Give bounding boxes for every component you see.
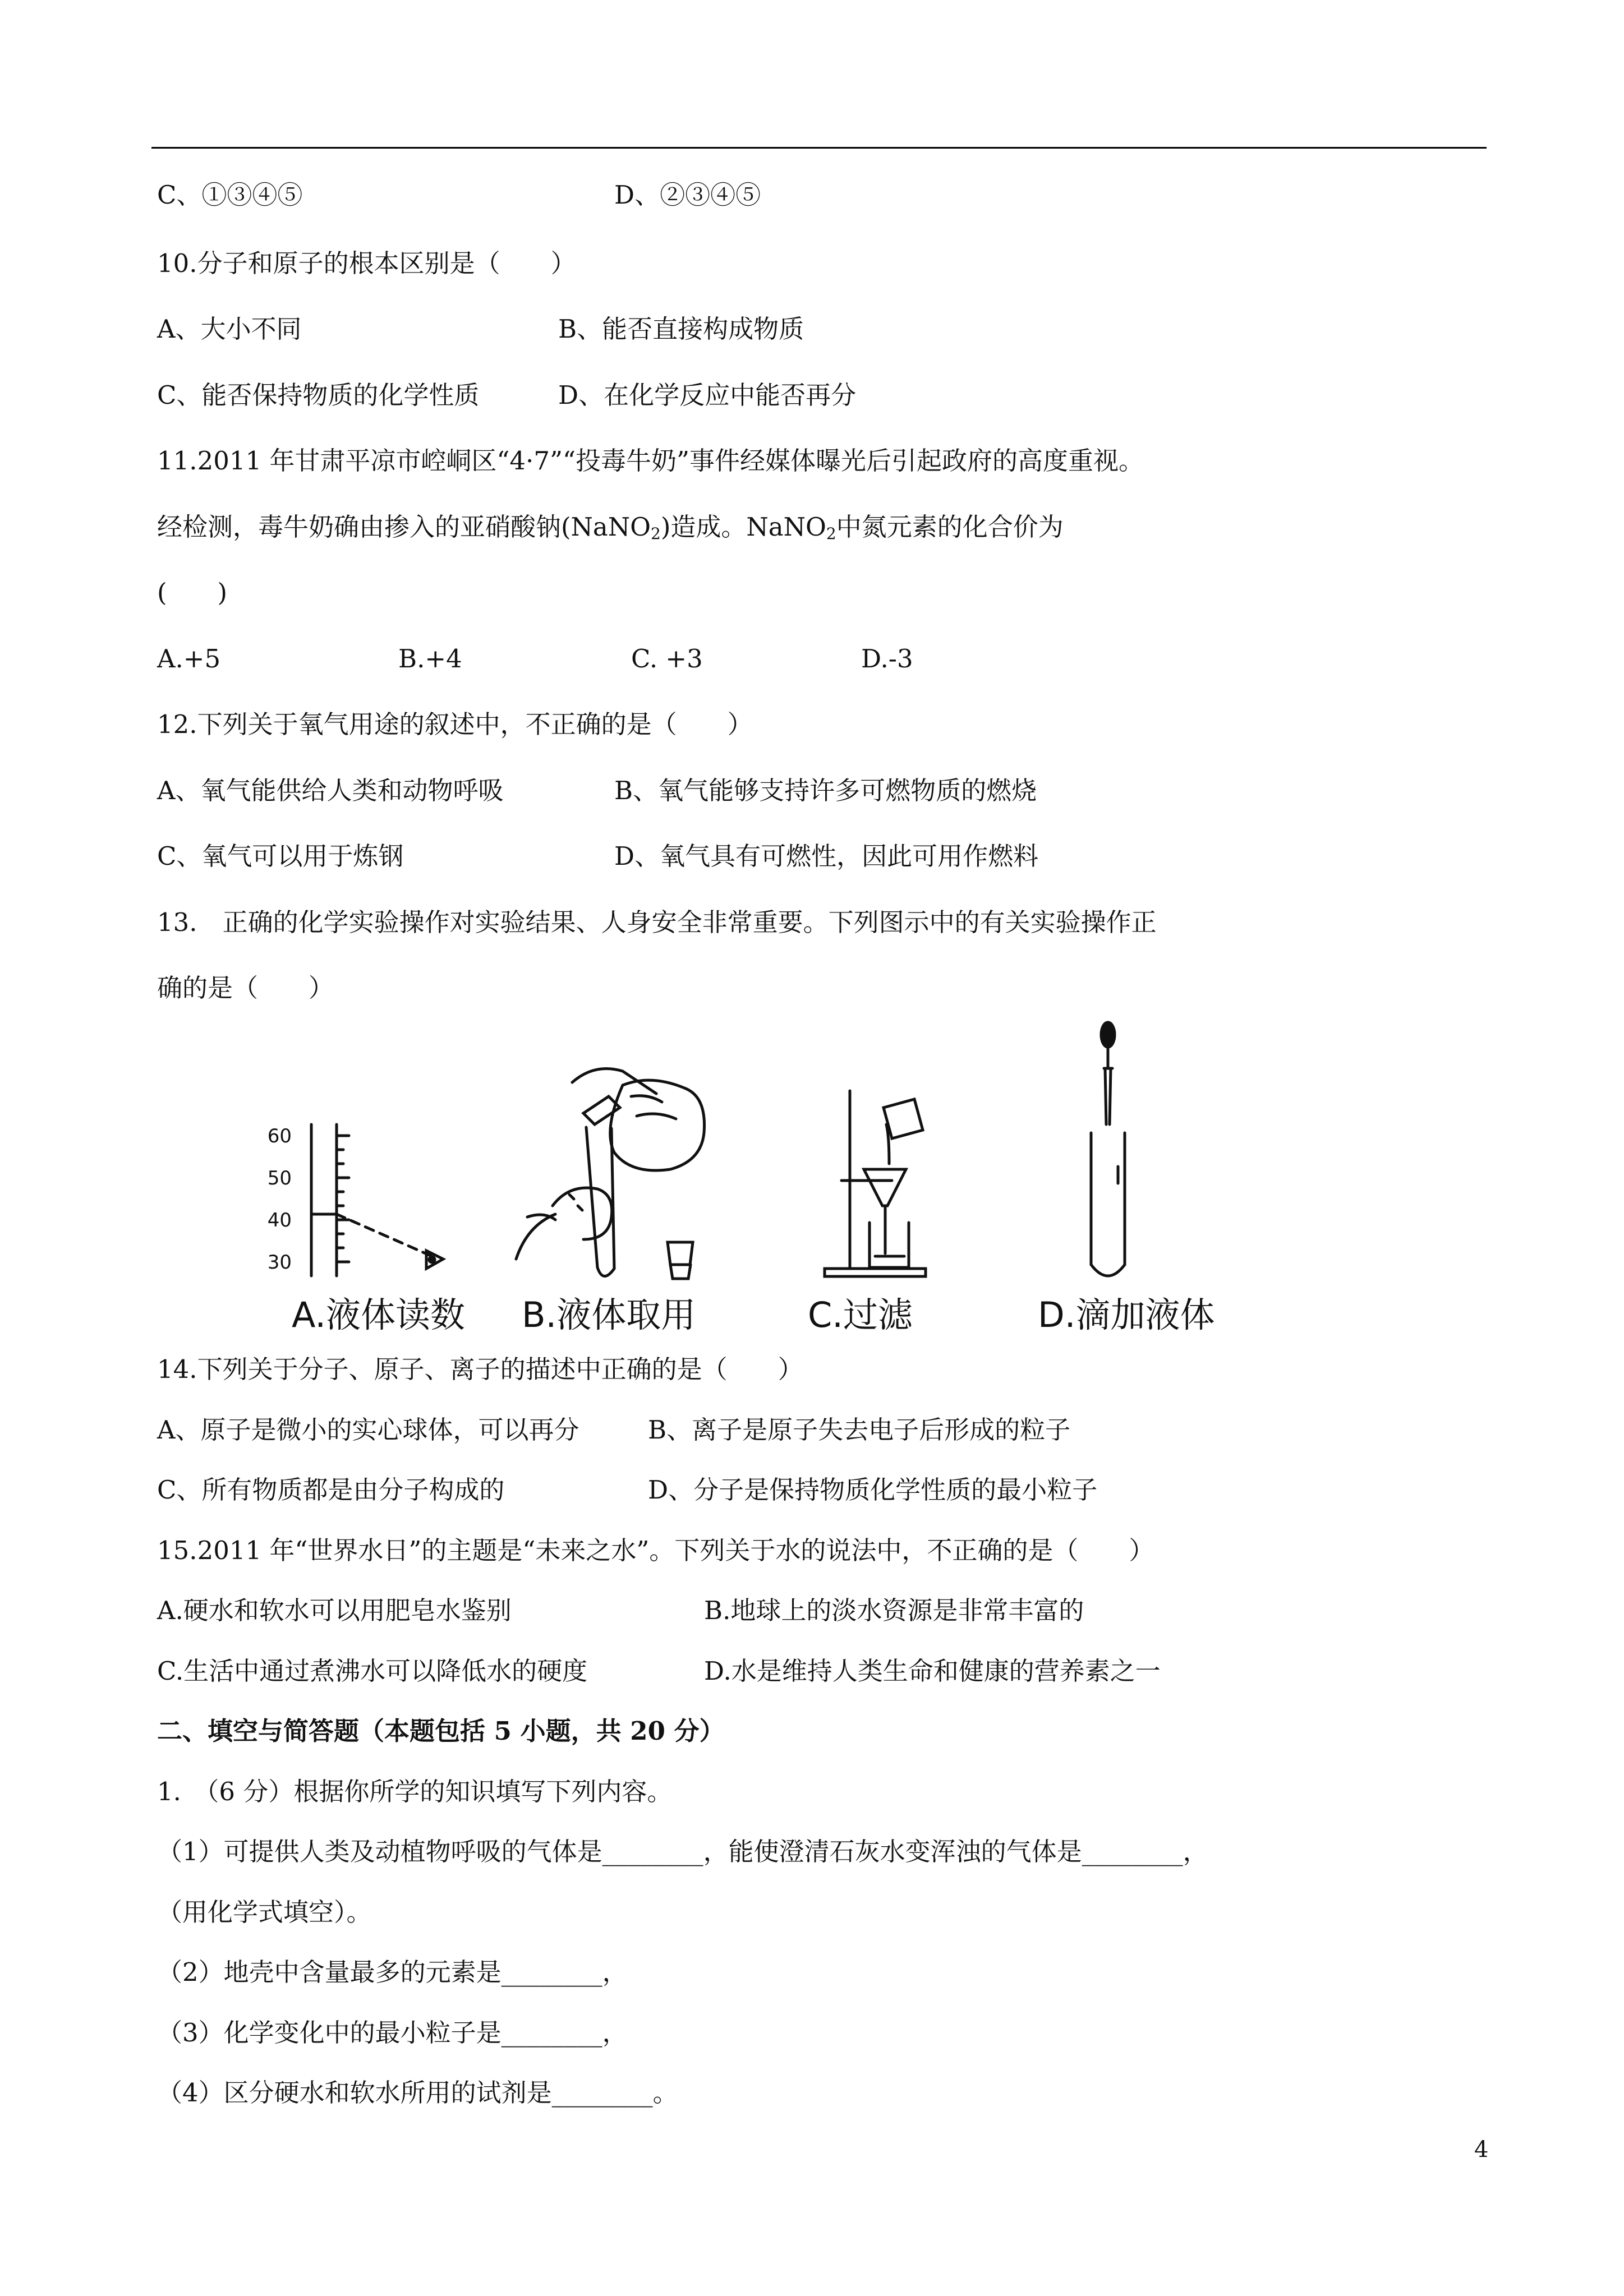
q11-option-d: D.-3	[861, 644, 913, 674]
page-number: 4	[1474, 2137, 1489, 2163]
q15-option-b: B.地球上的淡水资源是非常丰富的	[704, 1596, 1084, 1625]
q15-option-c: C.生活中通过煮沸水可以降低水的硬度	[157, 1656, 588, 1686]
figure-caption-d: D.滴加液体	[1038, 1294, 1215, 1335]
q15-option-d: D.水是维持人类生命和健康的营养素之一	[704, 1656, 1161, 1686]
q13-line-2: 确的是（ ）	[157, 973, 334, 1003]
q11-option-c: C. +3	[631, 644, 703, 674]
s2-q1-sub-2: （2）地壳中含量最多的元素是________，	[157, 1957, 628, 1987]
q12-option-c: C、氧气可以用于炼钢	[157, 841, 404, 871]
q11-option-b: B.+4	[398, 644, 462, 674]
q12-option-b: B、氧气能够支持许多可燃物质的燃烧	[614, 776, 1037, 805]
q14-option-c: C、所有物质都是由分子构成的	[157, 1475, 505, 1505]
filtration-apparatus-drawing	[825, 1091, 926, 1276]
graduated-cylinder-drawing	[311, 1124, 443, 1276]
s2-q1-sub-4: （4）区分硬水和软水所用的试剂是________。	[157, 2078, 678, 2108]
q9-option-d: D、②③④⑤	[614, 180, 761, 210]
q10-option-d: D、在化学反应中能否再分	[558, 380, 857, 410]
q11-line-1: 11.2011 年甘肃平凉市崆峒区“4·7”“投毒牛奶”事件经媒体曝光后引起政府的高度重视。	[157, 446, 1144, 476]
s2-q1-sub-3: （3）化学变化中的最小粒子是________，	[157, 2018, 628, 2048]
cylinder-tick-50: 50	[267, 1167, 292, 1190]
q14-option-d: D、分子是保持物质化学性质的最小粒子	[648, 1475, 1098, 1505]
cylinder-tick-60: 60	[267, 1125, 292, 1147]
cylinder-tick-30: 30	[267, 1251, 292, 1274]
figure-caption-c: C.过滤	[808, 1294, 913, 1335]
section-2-title: 二、填空与简答题（本题包括 5 小题，共 20 分）	[157, 1716, 725, 1746]
q12-option-d: D、氧气具有可燃性，因此可用作燃料	[614, 841, 1039, 871]
cylinder-tick-40: 40	[267, 1209, 292, 1232]
q11-answer-paren: ( )	[157, 578, 228, 607]
s2-q1-sub-1: （1）可提供人类及动植物呼吸的气体是________，能使澄清石灰水变浑浊的气体是________，	[157, 1837, 1208, 1866]
q10-option-a: A、大小不同	[157, 314, 302, 344]
s2-q1-sub-1-note: （用化学式填空）。	[157, 1897, 372, 1927]
q14-option-a: A、原子是微小的实心球体，可以再分	[157, 1415, 579, 1445]
q12-option-a: A、氧气能供给人类和动物呼吸	[157, 776, 504, 805]
q9-option-c: C、①③④⑤	[157, 180, 303, 210]
q12-stem: 12.下列关于氧气用途的叙述中，不正确的是（ ）	[157, 709, 753, 739]
q10-option-b: B、能否直接构成物质	[558, 314, 804, 344]
q15-stem: 15.2011 年“世界水日”的主题是“未来之水”。下列关于水的说法中，不正确的是（ ）	[157, 1536, 1154, 1565]
dropper-and-test-tube-drawing	[1091, 1022, 1125, 1276]
q10-option-c: C、能否保持物质的化学性质	[157, 380, 480, 410]
figure-caption-a: A.液体读数	[292, 1294, 466, 1335]
q11-line-2: 经检测，毒牛奶确由掺入的亚硝酸钠(NaNO$_2$)造成。NaNO$_2$中氮元素的化合价为	[157, 512, 1064, 543]
q11-option-a: A.+5	[157, 644, 221, 674]
q13-line-1: 13. 正确的化学实验操作对实验结果、人身安全非常重要。下列图示中的有关实验操作正	[157, 907, 1157, 937]
q14-option-b: B、离子是原子失去电子后形成的粒子	[648, 1415, 1071, 1445]
s2-q1-stem: 1. （6 分）根据你所学的知识填写下列内容。	[157, 1777, 673, 1806]
figure-caption-b: B.液体取用	[522, 1294, 696, 1335]
q10-stem: 10.分子和原子的根本区别是（ ）	[157, 248, 576, 278]
pouring-liquid-drawing	[516, 1069, 705, 1279]
q15-option-a: A.硬水和软水可以用肥皂水鉴别	[157, 1596, 512, 1625]
q14-stem: 14.下列关于分子、原子、离子的描述中正确的是（ ）	[157, 1354, 803, 1384]
